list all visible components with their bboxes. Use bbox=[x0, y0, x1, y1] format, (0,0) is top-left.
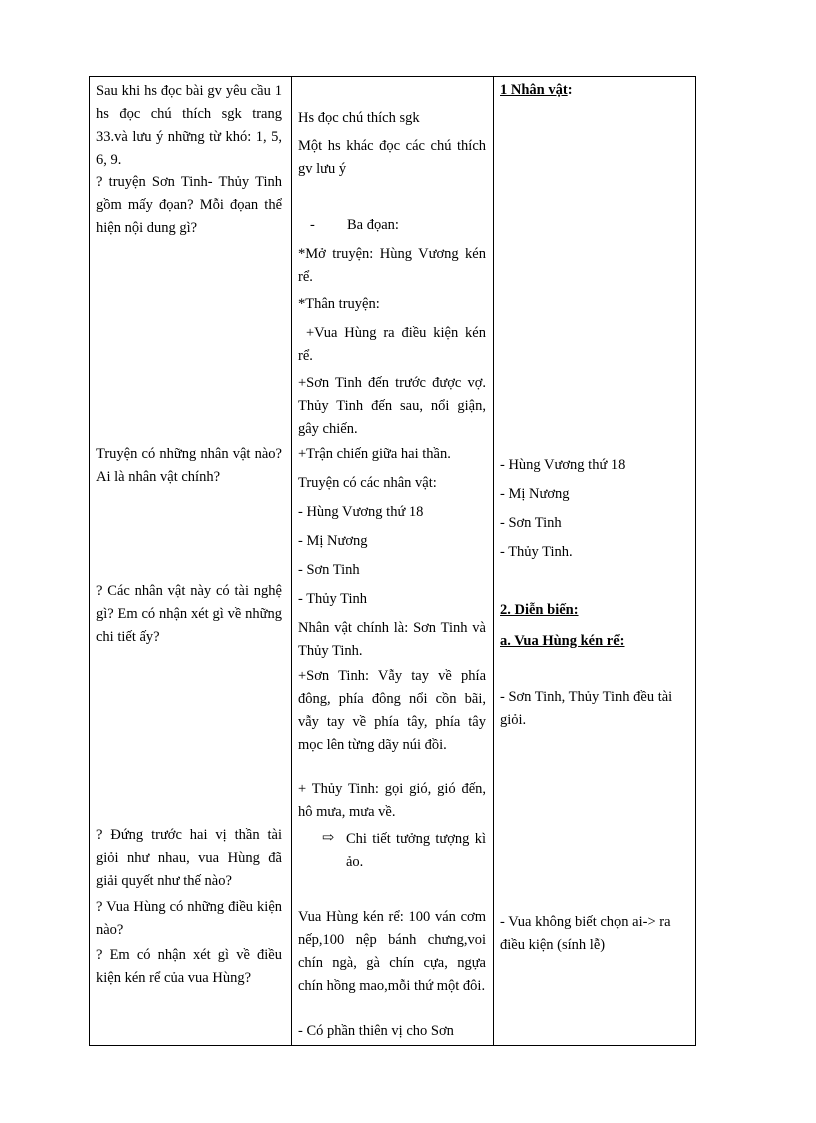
segment-body-3: +Trận chiến giữa hai thần. bbox=[298, 446, 451, 462]
question-segments: ? truyện Sơn Tinh- Thủy Tinh gồm mấy đọan? Mỗi đọan thể hiện nội dung gì? bbox=[96, 174, 282, 236]
segment-body-2: +Sơn Tinh đến trước được vợ. Thủy Tinh đến sau, nổi giận, gây chiến. bbox=[298, 375, 486, 437]
thuy-tinh-talent: + Thủy Tinh: gọi gió, gió đến, hô mưa, mưa về. bbox=[298, 781, 486, 820]
list-dash: - bbox=[310, 217, 315, 233]
segment-opening: *Mở truyện: Hùng Vương kén rể. bbox=[298, 246, 486, 285]
question-conditions: ? Vua Hùng có những điều kiện nào? bbox=[96, 899, 282, 938]
content-hung-vuong: - Hùng Vương thứ 18 bbox=[500, 457, 626, 473]
favoritism-note: - Có phần thiên vị cho Sơn bbox=[298, 1023, 454, 1039]
student-read-notes: Hs đọc chú thích sgk bbox=[298, 110, 420, 126]
characters-intro: Truyện có các nhân vật: bbox=[298, 475, 437, 491]
character-mi-nuong: - Mị Nương bbox=[298, 533, 368, 549]
question-characters: Truyện có những nhân vật nào? Ai là nhân vật chính? bbox=[96, 446, 282, 485]
heading-characters: 1 Nhân vật: bbox=[500, 82, 573, 98]
question-king-decision: ? Đứng trước hai vị thần tài giỏi như nhau, vua Hùng đã giải quyết như thế nào? bbox=[96, 827, 282, 889]
content-son-tinh: - Sơn Tinh bbox=[500, 515, 562, 531]
content-mi-nuong: - Mị Nương bbox=[500, 486, 570, 502]
heading-king-chooses: a. Vua Hùng kén rể: bbox=[500, 633, 625, 649]
main-characters: Nhân vật chính là: Sơn Tinh và Thủy Tinh. bbox=[298, 620, 486, 659]
column-divider-2 bbox=[493, 77, 494, 1045]
question-talents: ? Các nhân vật này có tài nghệ gì? Em có nhận xét gì về những chi tiết ấy? bbox=[96, 583, 282, 645]
column-divider-1 bbox=[291, 77, 292, 1045]
son-tinh-talent: +Sơn Tinh: Vẫy tay về phía đông, phía đông nổi cồn bãi, vẫy tay về phía tây, phía tây mọc lên từng dãy núi đồi. bbox=[298, 668, 486, 753]
question-evaluate-conditions: ? Em có nhận xét gì về điều kiện kén rể của vua Hùng? bbox=[96, 947, 282, 986]
king-conditions: Vua Hùng kén rể: 100 ván cơm nếp,100 nệp bánh chưng,voi chín ngà, gà chín cựa, ngựa chín hồng mao,mỗi thứ một đôi. bbox=[298, 909, 486, 994]
student-read-other: Một hs khác đọc các chú thích gv lưu ý bbox=[298, 138, 486, 177]
segment-body: *Thân truyện: bbox=[298, 296, 380, 312]
content-both-talented: - Sơn Tinh, Thủy Tinh đều tài giỏi. bbox=[500, 689, 673, 728]
heading-development: 2. Diễn biến: bbox=[500, 602, 579, 618]
character-thuy-tinh: - Thủy Tinh bbox=[298, 591, 368, 607]
content-king-conditions: - Vua không biết chọn ai-> ra điều kiện (sính lễ) bbox=[500, 914, 671, 953]
character-hung-vuong: - Hùng Vương thứ 18 bbox=[298, 504, 424, 520]
teacher-instruction: Sau khi hs đọc bài gv yêu cầu 1 hs đọc chú thích sgk trang 33.và lưu ý những từ khó: 1, 5, 6, 9. bbox=[96, 83, 282, 168]
segment-body-1: +Vua Hùng ra điều kiện kén rể. bbox=[298, 325, 486, 364]
three-segments: Ba đọan: bbox=[347, 217, 399, 233]
content-thuy-tinh: - Thủy Tinh. bbox=[500, 544, 573, 560]
character-son-tinh: - Sơn Tinh bbox=[298, 562, 360, 578]
magical-details: Chi tiết tưởng tượng kì ảo. bbox=[346, 831, 486, 870]
arrow-icon: ⇨ bbox=[322, 830, 335, 846]
